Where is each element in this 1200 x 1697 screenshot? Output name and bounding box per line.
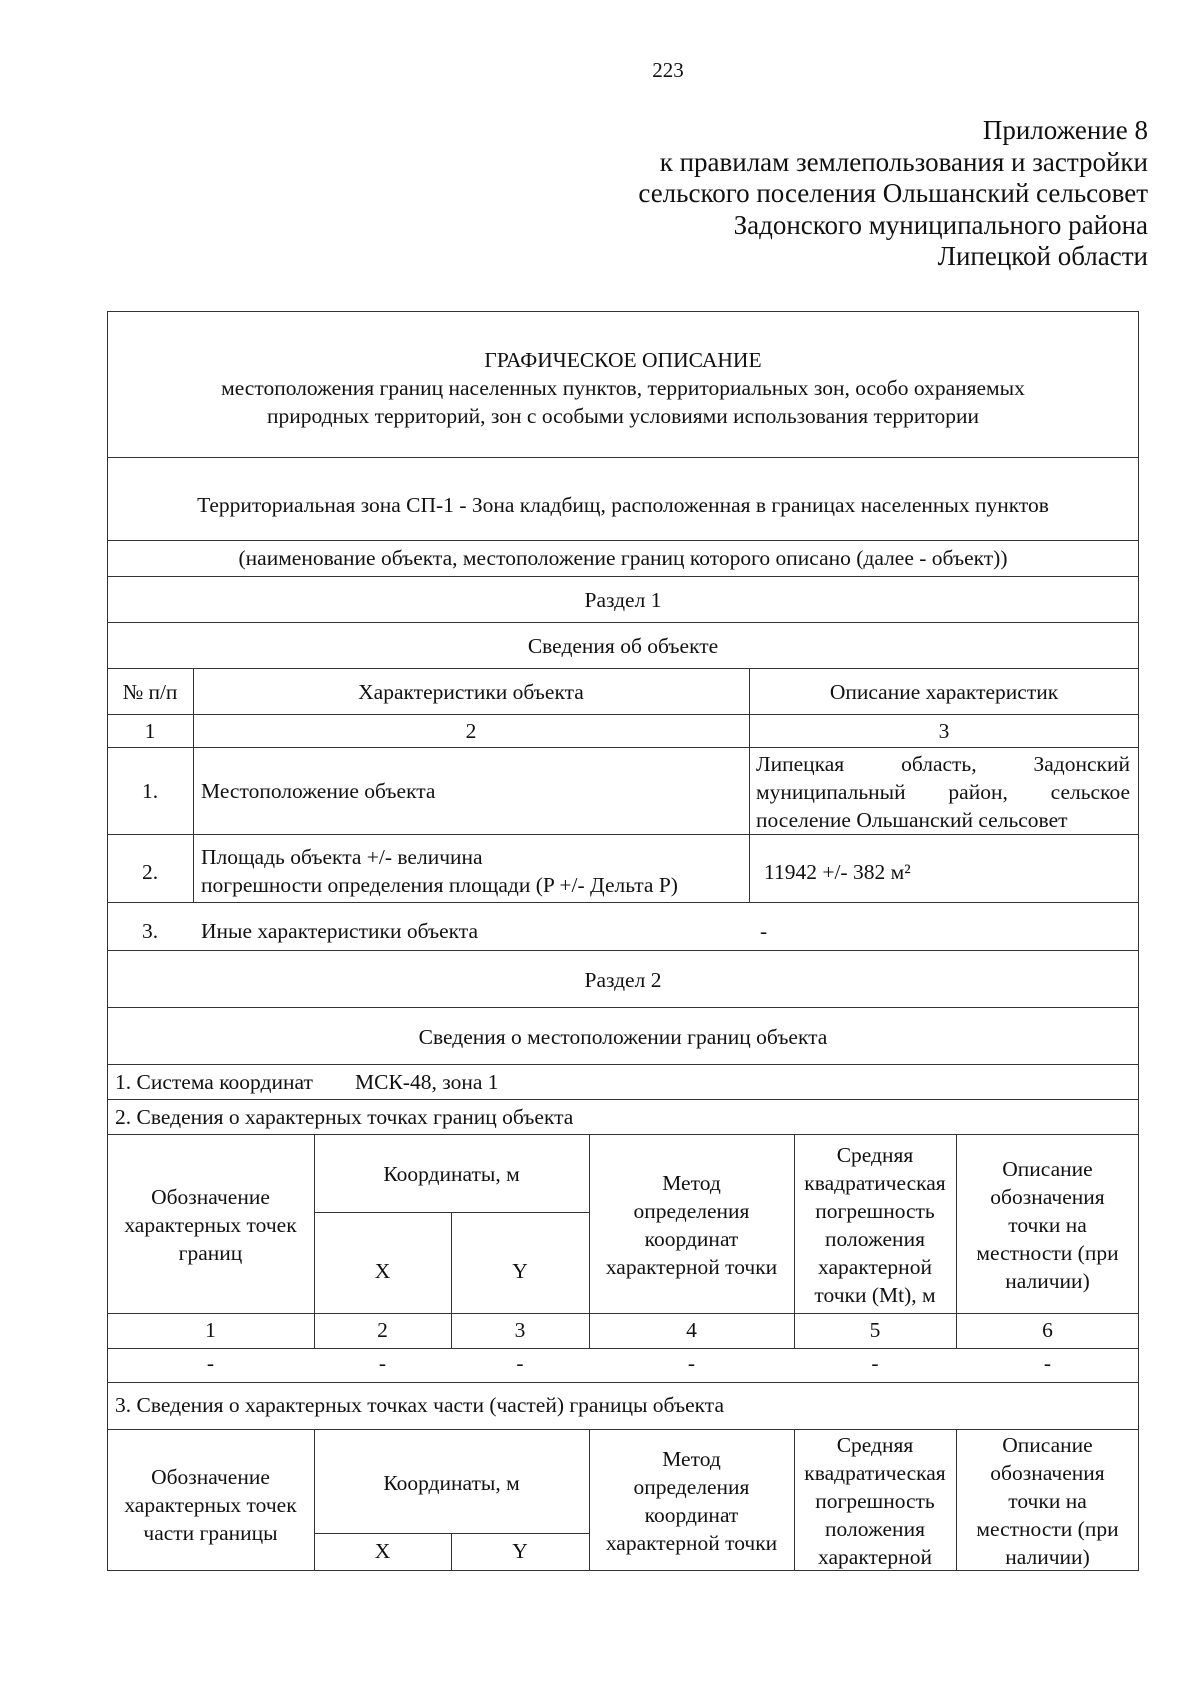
column-number: 5: [869, 1318, 881, 1342]
column-number: 2: [377, 1318, 388, 1342]
row-divider: [107, 540, 1139, 541]
header-error: характерной: [818, 1255, 932, 1279]
header-designation: Обозначение: [151, 1185, 270, 1209]
document-subtitle: местоположения границ населенных пунктов, территориальных зон, особо охраняемых: [221, 376, 1025, 400]
table-cell: -: [206, 1351, 215, 1375]
header-error: квадратическая: [804, 1461, 946, 1485]
header-designation: характерных точек: [124, 1213, 297, 1237]
header-x: X: [374, 1259, 391, 1283]
header-error: Средняя: [836, 1143, 914, 1167]
header-error: Средняя: [836, 1433, 914, 1457]
header-designation: границ: [178, 1241, 243, 1265]
header-description: Описание: [1002, 1157, 1093, 1181]
row-divider: [107, 668, 1139, 669]
points-title: 2. Сведения о характерных точках границ объекта: [115, 1105, 574, 1129]
header-description: точки на: [1008, 1489, 1087, 1513]
coord-system-value: МСК-48, зона 1: [355, 1070, 499, 1094]
header-error: положения: [825, 1517, 925, 1541]
row-divider: [107, 576, 1139, 577]
row-divider: [107, 747, 1139, 748]
table-cell: -: [516, 1351, 524, 1375]
header-designation: характерных точек: [124, 1493, 297, 1517]
row-divider: [107, 902, 1139, 903]
object-caption: (наименование объекта, местоположение границ которого описано (далее - объект)): [238, 546, 1008, 570]
characteristic-value: муниципальный район, сельское: [756, 780, 1130, 804]
row-divider: [107, 1382, 1139, 1383]
document-subtitle: природных территорий, зон с особыми условиями использования территории: [266, 404, 980, 428]
row-divider: [107, 714, 1139, 715]
column-number: 1: [205, 1318, 216, 1342]
characteristic-name: Местоположение объекта: [201, 779, 436, 803]
header-method: координат: [644, 1503, 739, 1527]
characteristic-value: 11942 +/- 382 м²: [764, 860, 911, 884]
row-divider: [107, 1313, 1139, 1314]
parts-title: 3. Сведения о характерных точках части (частей) границы объекта: [115, 1393, 724, 1417]
header-error: погрешность: [815, 1489, 935, 1513]
row-divider: [107, 457, 1139, 458]
row-divider: [107, 1429, 1139, 1430]
table-cell: -: [1043, 1351, 1052, 1375]
header-description: обозначения: [990, 1185, 1105, 1209]
table-cell: -: [378, 1351, 387, 1375]
coord-system-label: 1. Система координат: [115, 1070, 313, 1094]
characteristic-value: поселение Ольшанский сельсовет: [756, 808, 1068, 832]
header-x: X: [374, 1539, 391, 1563]
header-method: характерной точки: [605, 1531, 778, 1555]
header-description: точки на: [1008, 1213, 1087, 1237]
column-number: 3: [514, 1318, 526, 1342]
header-method: координат: [644, 1227, 739, 1251]
section-1-title: Раздел 1: [584, 588, 662, 612]
column-header: Описание характеристик: [829, 680, 1059, 704]
header-description: наличии): [1005, 1545, 1090, 1569]
header-method: характерной точки: [605, 1255, 778, 1279]
appendix-line: к правилам землепользования и застройки: [659, 146, 1148, 177]
header-description: наличии): [1005, 1269, 1090, 1293]
header-method: Метод: [662, 1447, 721, 1471]
table-cell: -: [687, 1351, 696, 1375]
header-error: квадратическая: [804, 1171, 946, 1195]
row-divider: [107, 1099, 1139, 1100]
appendix-line: сельского поселения Ольшанский сельсовет: [638, 178, 1148, 208]
column-header: № п/п: [122, 680, 178, 704]
header-coordinates: Координаты, м: [383, 1471, 520, 1495]
column-header: Характеристики объекта: [358, 680, 584, 704]
characteristic-name: Площадь объекта +/- величина: [201, 845, 483, 869]
characteristic-name: погрешности определения площади (P +/- Дельта P): [201, 873, 678, 897]
header-method: определения: [633, 1475, 750, 1499]
row-divider: [107, 1007, 1139, 1008]
column-number: 4: [686, 1318, 697, 1342]
document-title: ГРАФИЧЕСКОЕ ОПИСАНИЕ: [484, 348, 762, 372]
appendix-line: Задонского муниципального района: [733, 209, 1148, 240]
row-divider: [107, 834, 1139, 835]
page-number: 223: [652, 58, 684, 82]
row-divider: [107, 622, 1139, 623]
row-divider: [107, 950, 1139, 951]
header-error: характерной: [818, 1545, 932, 1569]
appendix-block: [638, 115, 1148, 273]
characteristic-value: -: [760, 919, 768, 943]
table-cell: -: [871, 1351, 879, 1375]
characteristic-name: Иные характеристики объекта: [201, 919, 479, 943]
header-designation: части границы: [143, 1521, 278, 1545]
column-number: 1: [144, 719, 156, 743]
section-1-subtitle: Сведения об объекте: [527, 634, 719, 658]
row-divider: [107, 1134, 1139, 1135]
header-description: обозначения: [990, 1461, 1105, 1485]
header-method: Метод: [662, 1171, 721, 1195]
row-number: 1.: [141, 779, 159, 803]
column-number: 2: [465, 719, 477, 743]
object-name: Территориальная зона СП-1 - Зона кладбищ, расположенная в границах населенных пунктов: [197, 493, 1049, 517]
header-y: Y: [512, 1539, 528, 1563]
appendix-line: Липецкой области: [937, 241, 1148, 271]
header-description: Описание: [1002, 1433, 1093, 1457]
row-number: 3.: [141, 919, 159, 943]
characteristic-value: Липецкая область, Задонский: [756, 752, 1130, 776]
section-2-title: Раздел 2: [584, 968, 662, 992]
column-number: 3: [938, 719, 950, 743]
header-error: точки (Mt), м: [814, 1283, 936, 1307]
row-divider: [107, 1064, 1139, 1065]
row-number: 2.: [141, 860, 159, 884]
header-description: местности (при: [976, 1241, 1119, 1265]
header-error: погрешность: [815, 1199, 935, 1223]
column-number: 6: [1042, 1318, 1053, 1342]
header-description: местности (при: [976, 1517, 1119, 1541]
appendix-line: Приложение 8: [982, 115, 1148, 145]
header-method: определения: [633, 1199, 750, 1223]
header-error: положения: [825, 1227, 925, 1251]
header-y: Y: [512, 1259, 528, 1283]
header-designation: Обозначение: [151, 1465, 270, 1489]
header-coordinates: Координаты, м: [383, 1162, 520, 1186]
section-2-subtitle: Сведения о местоположении границ объекта: [418, 1025, 828, 1049]
